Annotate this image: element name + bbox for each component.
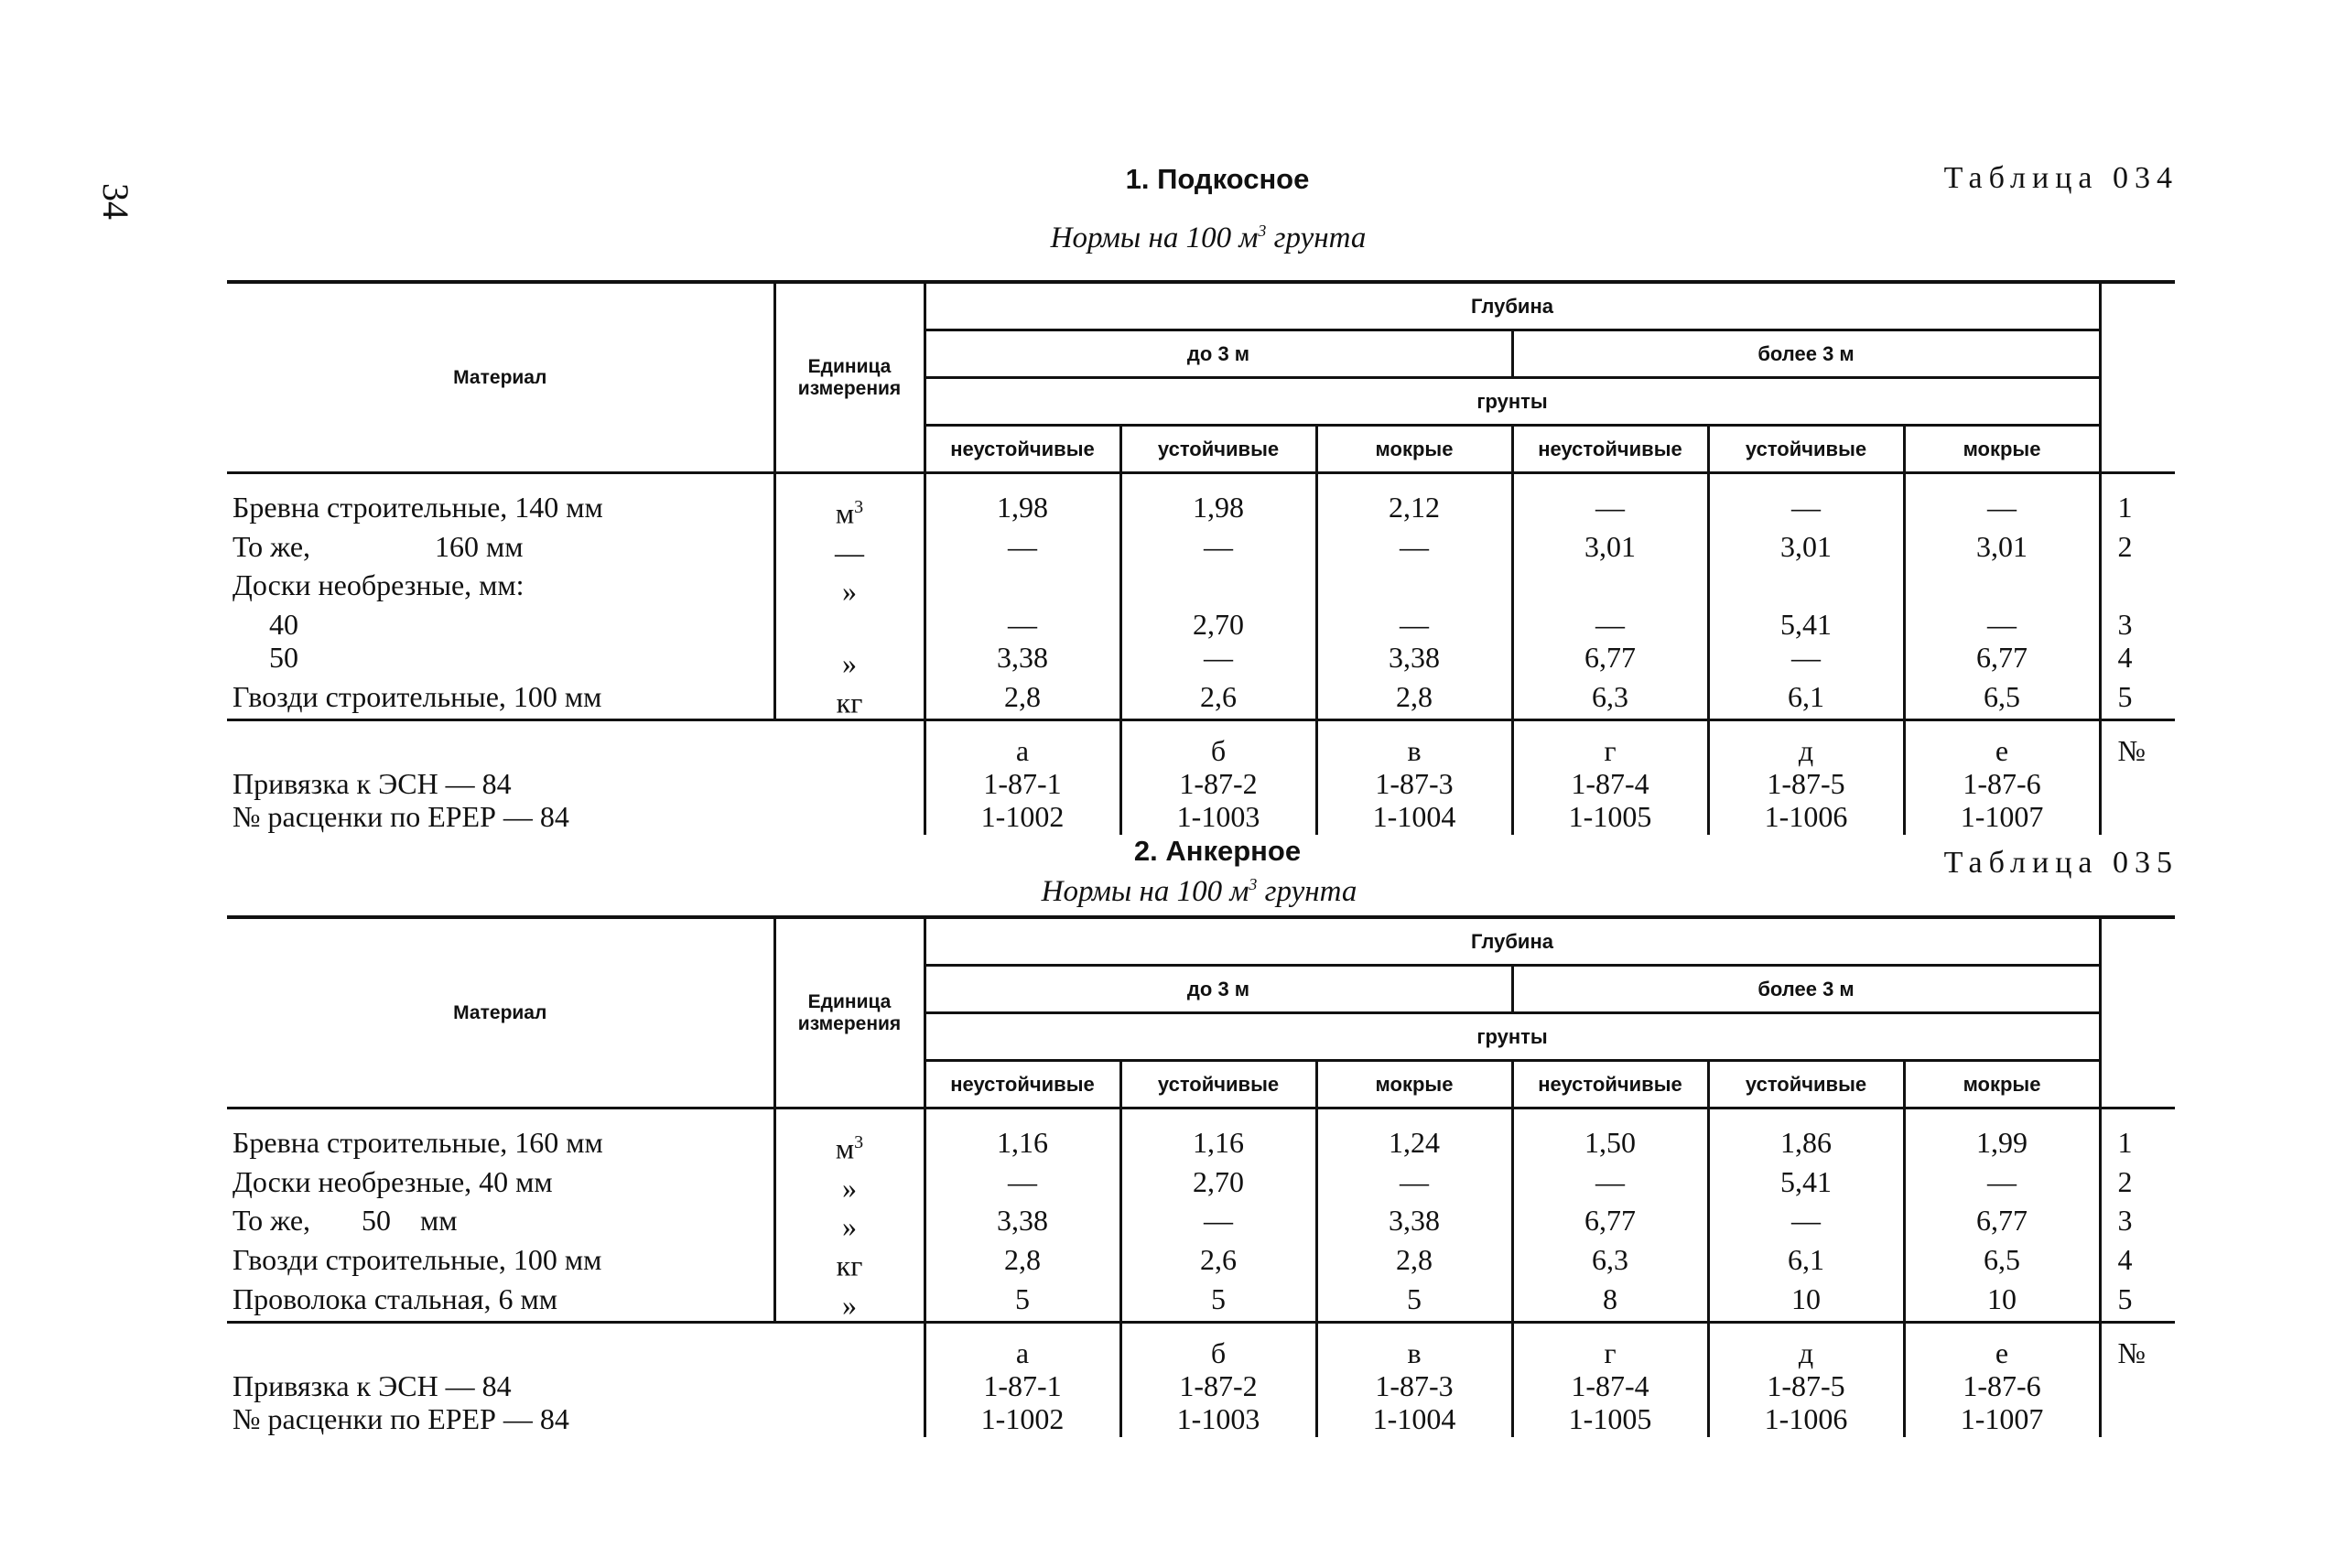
value-cell: — [1316, 1165, 1512, 1205]
reference-label: Привязка к ЭСН — 84 [232, 1369, 512, 1403]
row-number: 4 [2100, 641, 2175, 680]
header-soils: грунты [925, 1013, 2100, 1061]
header-material: Материал [227, 917, 774, 1108]
value-cell: 10 [1904, 1282, 2100, 1323]
unit-text: кг [836, 686, 863, 719]
reference-spacer [2100, 1402, 2175, 1437]
row-number: 3 [2100, 608, 2175, 641]
number-sign: № [2100, 1323, 2175, 1370]
row-number: 2 [2100, 1165, 2175, 1205]
unit-text: » [842, 1209, 857, 1243]
reference-code: 1-87-5 [1708, 1369, 1904, 1402]
unit-cell [774, 1165, 925, 1205]
material-cell [227, 1204, 774, 1243]
unit-cell [774, 473, 925, 530]
table-row [227, 1108, 2175, 1165]
row-number [2100, 568, 2175, 608]
header-soils: грунты [925, 378, 2100, 426]
letter-row-spacer [227, 720, 925, 768]
value-cell: 6,77 [1904, 1204, 2100, 1243]
value-cell: 1,86 [1708, 1108, 1904, 1165]
value-cell: — [1512, 1165, 1708, 1205]
material-cell [227, 641, 774, 680]
value-cell: 1,24 [1316, 1108, 1512, 1165]
reference-code: 1-1004 [1316, 800, 1512, 835]
table-row [227, 568, 2175, 608]
value-cell: 1,16 [1120, 1108, 1316, 1165]
value-cell: 2,70 [1120, 608, 1316, 641]
reference-code: 1-87-5 [1708, 767, 1904, 800]
header-unit: Единица измерения [774, 282, 925, 473]
value-cell: 1,98 [925, 473, 1120, 530]
material-cell [227, 608, 774, 641]
material-name: То же, 160 мм [232, 529, 524, 563]
unit-cell [774, 608, 925, 641]
material-cell [227, 530, 774, 569]
reference-code: 1-87-3 [1316, 1369, 1512, 1402]
material-cell [227, 1165, 774, 1205]
header-soil-type: неустойчивые [1512, 1061, 1708, 1108]
table-row [227, 680, 2175, 720]
column-letter: а [925, 1323, 1120, 1370]
reference-code: 1-87-2 [1120, 1369, 1316, 1402]
value-cell: — [1708, 473, 1904, 530]
value-cell: 3,38 [925, 641, 1120, 680]
table-label: Таблица 034 [1943, 161, 2179, 195]
header-material: Материал [227, 282, 774, 473]
value-cell: 5 [1316, 1282, 1512, 1323]
value-cell: 1,16 [925, 1108, 1120, 1165]
unit-cell [774, 680, 925, 720]
material-name: 50 [269, 640, 298, 674]
header-depth-deep: более 3 м [1512, 330, 2100, 378]
material-name: Бревна строительные, 140 мм [232, 491, 603, 524]
value-cell [1120, 568, 1316, 608]
unit-text: м [835, 1131, 855, 1165]
header-depth: Глубина [925, 282, 2100, 330]
header-soil-type: мокрые [1316, 1061, 1512, 1108]
reference-code: 1-87-6 [1904, 1369, 2100, 1402]
unit-text: м [835, 496, 855, 530]
material-cell [227, 1108, 774, 1165]
value-cell: 6,5 [1904, 1243, 2100, 1282]
material-name: Бревна строительные, 160 мм [232, 1126, 603, 1159]
unit-text: — [835, 535, 864, 569]
value-cell: — [925, 530, 1120, 569]
column-letter: г [1512, 720, 1708, 768]
row-number: 2 [2100, 530, 2175, 569]
reference-row [227, 1369, 2175, 1402]
material-cell [227, 473, 774, 530]
column-letter: д [1708, 720, 1904, 768]
column-letter: б [1120, 1323, 1316, 1370]
letter-row [227, 720, 2175, 768]
value-cell [1316, 568, 1512, 608]
value-cell: — [1512, 608, 1708, 641]
reference-code: 1-87-4 [1512, 767, 1708, 800]
reference-code: 1-1006 [1708, 800, 1904, 835]
value-cell: 6,77 [1512, 641, 1708, 680]
value-cell: 5 [1120, 1282, 1316, 1323]
reference-label: Привязка к ЭСН — 84 [232, 767, 512, 801]
value-cell: 5,41 [1708, 608, 1904, 641]
value-cell: 3,38 [1316, 1204, 1512, 1243]
header-row-number [2100, 917, 2175, 1108]
letter-row [227, 1323, 2175, 1370]
row-number: 4 [2100, 1243, 2175, 1282]
material-name: Гвозди строительные, 100 мм [232, 679, 602, 713]
reference-spacer [2100, 800, 2175, 835]
column-letter: в [1316, 720, 1512, 768]
value-cell: 10 [1708, 1282, 1904, 1323]
reference-code: 1-1007 [1904, 800, 2100, 835]
reference-row [227, 1402, 2175, 1437]
value-cell: — [1316, 608, 1512, 641]
value-cell: 3,01 [1708, 530, 1904, 569]
value-cell: — [1120, 530, 1316, 569]
table-row [227, 473, 2175, 530]
material-name: Проволока стальная, 6 мм [232, 1281, 557, 1315]
unit-superscript: 3 [854, 497, 864, 517]
value-cell: 2,8 [925, 1243, 1120, 1282]
table-row [227, 1282, 2175, 1323]
header-soil-type: мокрые [1904, 1061, 2100, 1108]
material-name: Гвозди строительные, 100 мм [232, 1242, 602, 1276]
value-cell: 2,12 [1316, 473, 1512, 530]
table-row [227, 1204, 2175, 1243]
letter-row-spacer [227, 1323, 925, 1370]
value-cell [1904, 568, 2100, 608]
material-cell [227, 1243, 774, 1282]
value-cell: 2,6 [1120, 680, 1316, 720]
value-cell: 3,01 [1512, 530, 1708, 569]
value-cell: 2,70 [1120, 1165, 1316, 1205]
material-cell [227, 680, 774, 720]
value-cell: 2,8 [1316, 1243, 1512, 1282]
value-cell: 5,41 [1708, 1165, 1904, 1205]
value-cell: 1,99 [1904, 1108, 2100, 1165]
row-number: 1 [2100, 473, 2175, 530]
value-cell: — [1120, 1204, 1316, 1243]
value-cell: 6,77 [1904, 641, 2100, 680]
material-name: Доски необрезные, 40 мм [232, 1164, 553, 1198]
reference-code: 1-1002 [925, 1402, 1120, 1437]
value-cell: 3,38 [1316, 641, 1512, 680]
header-unit: Единица измерения [774, 917, 925, 1108]
table-row [227, 608, 2175, 641]
value-cell: 6,3 [1512, 680, 1708, 720]
unit-cell [774, 1243, 925, 1282]
value-cell: 6,1 [1708, 1243, 1904, 1282]
row-number: 3 [2100, 1204, 2175, 1243]
value-cell: 5 [925, 1282, 1120, 1323]
value-cell: — [1708, 641, 1904, 680]
norms-table [227, 280, 2175, 835]
column-letter: е [1904, 720, 2100, 768]
table-title: 2. Анкерное [1133, 835, 1302, 867]
value-cell [1512, 568, 1708, 608]
unit-text: » [842, 1288, 857, 1322]
material-name: То же, 50 мм [232, 1204, 458, 1238]
unit-cell [774, 641, 925, 680]
table-title: 1. Подкосное [1125, 163, 1310, 195]
header-depth-shallow: до 3 м [925, 966, 1512, 1013]
table-row [227, 1243, 2175, 1282]
value-cell: 3,38 [925, 1204, 1120, 1243]
norms-caption: Нормы на 100 $м^3$ грунта [1050, 222, 1367, 254]
unit-text: » [842, 646, 857, 680]
unit-text: кг [836, 1249, 863, 1282]
reference-row [227, 800, 2175, 835]
header-soil-type: устойчивые [1708, 426, 1904, 473]
value-cell: — [1120, 641, 1316, 680]
reference-code: 1-1004 [1316, 1402, 1512, 1437]
value-cell: — [1904, 1165, 2100, 1205]
material-name: Доски необрезные, мм: [232, 568, 524, 602]
unit-cell [774, 1204, 925, 1243]
reference-row [227, 767, 2175, 800]
reference-label: № расценки по ЕРЕР — 84 [232, 800, 569, 834]
header-soil-type: устойчивые [1120, 426, 1316, 473]
material-cell [227, 568, 774, 608]
value-cell: 2,6 [1120, 1243, 1316, 1282]
header-soil-type: неустойчивые [925, 426, 1120, 473]
column-letter: б [1120, 720, 1316, 768]
header-soil-type: устойчивые [1708, 1061, 1904, 1108]
page-number: 34 [95, 183, 136, 220]
value-cell: — [1316, 530, 1512, 569]
norms-table [227, 915, 2175, 1437]
number-sign: № [2100, 720, 2175, 768]
column-letter: е [1904, 1323, 2100, 1370]
reference-code: 1-1006 [1708, 1402, 1904, 1437]
reference-code: 1-1007 [1904, 1402, 2100, 1437]
unit-superscript: 3 [854, 1132, 864, 1152]
header-soil-type: мокрые [1316, 426, 1512, 473]
column-letter: д [1708, 1323, 1904, 1370]
value-cell: 3,01 [1904, 530, 2100, 569]
table-label: Таблица 035 [1943, 846, 2179, 880]
header-row-number [2100, 282, 2175, 473]
column-letter: г [1512, 1323, 1708, 1370]
reference-code: 1-1003 [1120, 800, 1316, 835]
reference-code: 1-87-6 [1904, 767, 2100, 800]
column-letter: в [1316, 1323, 1512, 1370]
material-cell [227, 1282, 774, 1323]
value-cell: — [1512, 473, 1708, 530]
row-number: 5 [2100, 680, 2175, 720]
unit-cell [774, 568, 925, 608]
table-row [227, 641, 2175, 680]
value-cell: 1,50 [1512, 1108, 1708, 1165]
header-soil-type: неустойчивые [925, 1061, 1120, 1108]
value-cell: 8 [1512, 1282, 1708, 1323]
table-row [227, 1165, 2175, 1205]
value-cell: — [925, 1165, 1120, 1205]
value-cell: 1,98 [1120, 473, 1316, 530]
header-soil-type: устойчивые [1120, 1061, 1316, 1108]
reference-code: 1-1002 [925, 800, 1120, 835]
value-cell: — [1904, 608, 2100, 641]
value-cell: 2,8 [1316, 680, 1512, 720]
value-cell: — [1708, 1204, 1904, 1243]
reference-label: № расценки по ЕРЕР — 84 [232, 1402, 569, 1436]
value-cell: 2,8 [925, 680, 1120, 720]
value-cell: — [1904, 473, 2100, 530]
header-soil-type: неустойчивые [1512, 426, 1708, 473]
reference-code: 1-1005 [1512, 800, 1708, 835]
header-depth-deep: более 3 м [1512, 966, 2100, 1013]
reference-code: 1-1005 [1512, 1402, 1708, 1437]
unit-cell [774, 1282, 925, 1323]
unit-text: » [842, 1171, 857, 1205]
reference-code: 1-87-4 [1512, 1369, 1708, 1402]
reference-code: 1-87-3 [1316, 767, 1512, 800]
header-depth: Глубина [925, 917, 2100, 966]
material-name: 40 [269, 607, 298, 641]
unit-cell [774, 1108, 925, 1165]
header-soil-type: мокрые [1904, 426, 2100, 473]
value-cell: — [925, 608, 1120, 641]
norms-caption: Нормы на 100 $м^3$ грунта [1041, 875, 1357, 908]
reference-code: 1-87-1 [925, 1369, 1120, 1402]
header-depth-shallow: до 3 м [925, 330, 1512, 378]
value-cell: 6,77 [1512, 1204, 1708, 1243]
row-number: 1 [2100, 1108, 2175, 1165]
table-row [227, 530, 2175, 569]
reference-spacer [2100, 767, 2175, 800]
value-cell [925, 568, 1120, 608]
unit-cell [774, 530, 925, 569]
reference-code: 1-87-1 [925, 767, 1120, 800]
value-cell [1708, 568, 1904, 608]
unit-text: » [842, 574, 857, 608]
reference-code: 1-87-2 [1120, 767, 1316, 800]
value-cell: 6,5 [1904, 680, 2100, 720]
column-letter: а [925, 720, 1120, 768]
value-cell: 6,3 [1512, 1243, 1708, 1282]
value-cell: 6,1 [1708, 680, 1904, 720]
row-number: 5 [2100, 1282, 2175, 1323]
reference-spacer [2100, 1369, 2175, 1402]
reference-code: 1-1003 [1120, 1402, 1316, 1437]
